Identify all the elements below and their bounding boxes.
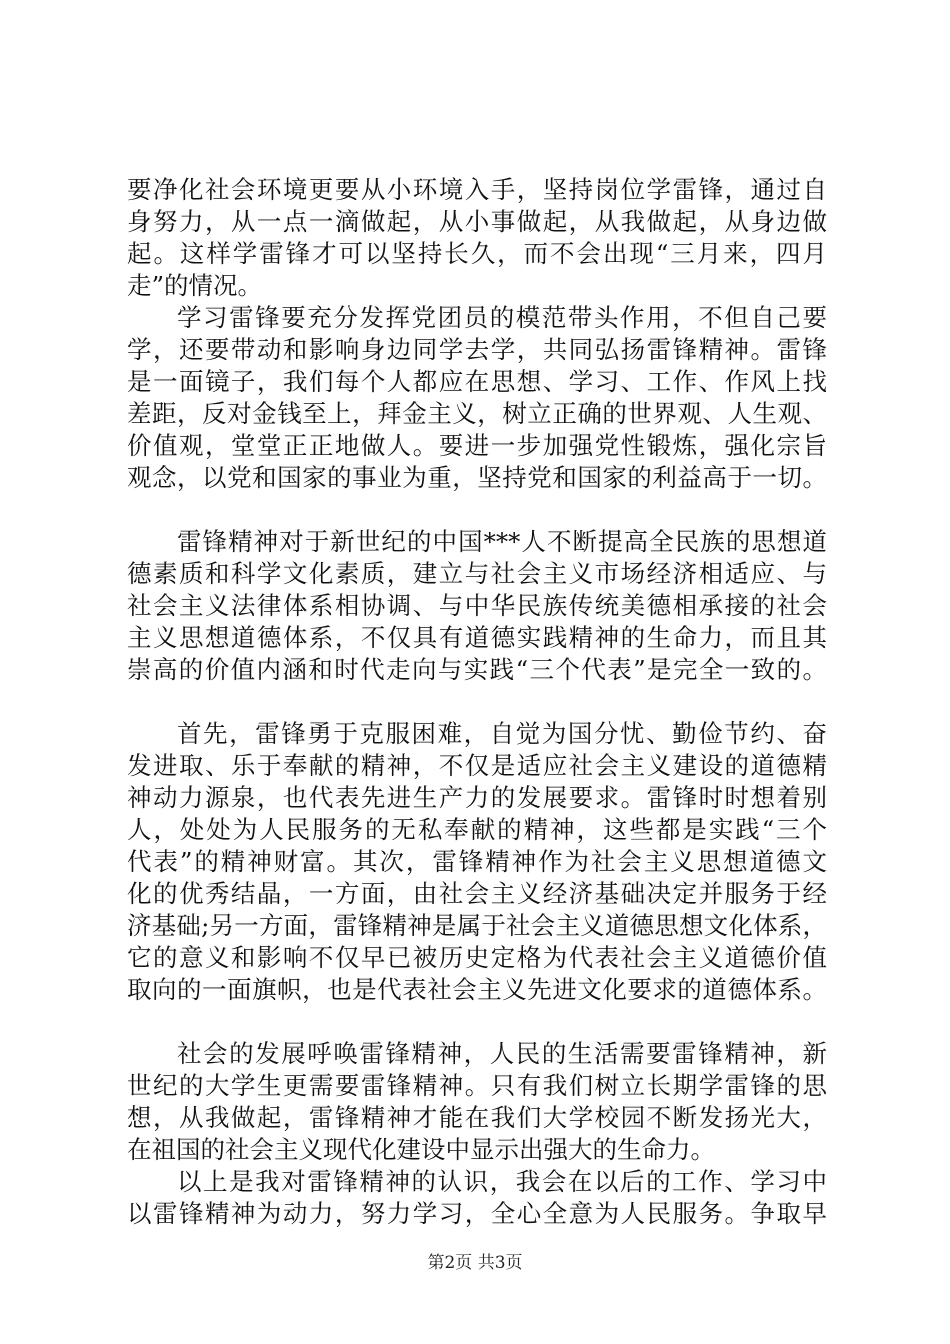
text-line: 在祖国的社会主义现代化建设中显示出强大的生命力。	[127, 1135, 715, 1164]
text-line: 走”的情况。	[127, 271, 263, 300]
text-line: 主义思想道德体系，不仅具有道德实践精神的生命力，而且其	[127, 623, 827, 652]
paragraph-5	[127, 1038, 827, 1166]
text-line: 代表”的精神财富。其次，雷锋精神作为社会主义思想道德文	[127, 847, 827, 876]
paragraph-6	[127, 1166, 827, 1230]
text-line: 起。这样学雷锋才可以坚持长久，而不会出现“三月来，四月	[127, 239, 827, 268]
text-line: 身努力，从一点一滴做起，从小事做起，从我做起，从身边做	[127, 207, 827, 236]
document-body	[127, 174, 827, 1230]
text-line: 价值观，堂堂正正地做人。要进一步加强党性锻炼，强化宗旨	[127, 431, 827, 460]
text-line: 要净化社会环境更要从小环境入手，坚持岗位学雷锋，通过自	[127, 175, 827, 204]
text-line: 济基础;另一方面，雷锋精神是属于社会主义道德思想文化体系，	[127, 911, 827, 940]
text-line: 雷锋精神对于新世纪的中国***人不断提高全民族的思想道	[177, 527, 827, 556]
text-line: 化的优秀结晶，一方面，由社会主义经济基础决定并服务于经	[127, 879, 827, 908]
text-line: 它的意义和影响不仅早已被历史定格为代表社会主义道德价值	[127, 943, 827, 972]
text-line: 是一面镜子，我们每个人都应在思想、学习、工作、作风上找	[127, 367, 827, 396]
text-line: 观念，以党和国家的事业为重，坚持党和国家的利益高于一切。	[127, 463, 827, 492]
paragraph-1	[127, 174, 827, 302]
text-line: 以雷锋精神为动力，努力学习，全心全意为人民服务。争取早	[127, 1199, 827, 1228]
text-line: 德素质和科学文化素质，建立与社会主义市场经济相适应、与	[127, 559, 827, 588]
text-line: 学习雷锋要充分发挥党团员的模范带头作用，不但自己要	[177, 303, 827, 332]
text-line: 发进取、乐于奉献的精神，不仅是适应社会主义建设的道德精	[127, 751, 827, 780]
text-line: 取向的一面旗帜，也是代表社会主义先进文化要求的道德体系。	[127, 975, 827, 1004]
text-line: 想，从我做起，雷锋精神才能在我们大学校园不断发扬光大，	[127, 1103, 827, 1132]
text-line: 人，处处为人民服务的无私奉献的精神，这些都是实践“三个	[127, 815, 827, 844]
paragraph-gap	[127, 1006, 827, 1038]
paragraph-2	[127, 302, 827, 494]
text-line: 崇高的价值内涵和时代走向与实践“三个代表”是完全一致的。	[127, 655, 827, 684]
text-line: 学，还要带动和影响身边同学去学，共同弘扬雷锋精神。雷锋	[127, 335, 827, 364]
text-line: 首先，雷锋勇于克服困难，自觉为国分忧、勤俭节约、奋	[177, 719, 827, 748]
paragraph-3	[127, 526, 827, 686]
text-line: 差距，反对金钱至上，拜金主义，树立正确的世界观、人生观、	[127, 399, 827, 428]
paragraph-gap	[127, 686, 827, 718]
page-footer	[0, 1252, 950, 1274]
text-line: 世纪的大学生更需要雷锋精神。只有我们树立长期学雷锋的思	[127, 1071, 827, 1100]
text-line: 神动力源泉，也代表先进生产力的发展要求。雷锋时时想着别	[127, 783, 827, 812]
page-number-label: 第2页 共3页	[427, 1253, 523, 1273]
text-line: 社会主义法律体系相协调、与中华民族传统美德相承接的社会	[127, 591, 827, 620]
paragraph-gap	[127, 494, 827, 526]
text-line: 以上是我对雷锋精神的认识，我会在以后的工作、学习中	[177, 1167, 827, 1196]
text-line: 社会的发展呼唤雷锋精神，人民的生活需要雷锋精神，新	[177, 1039, 827, 1068]
paragraph-4	[127, 718, 827, 1006]
